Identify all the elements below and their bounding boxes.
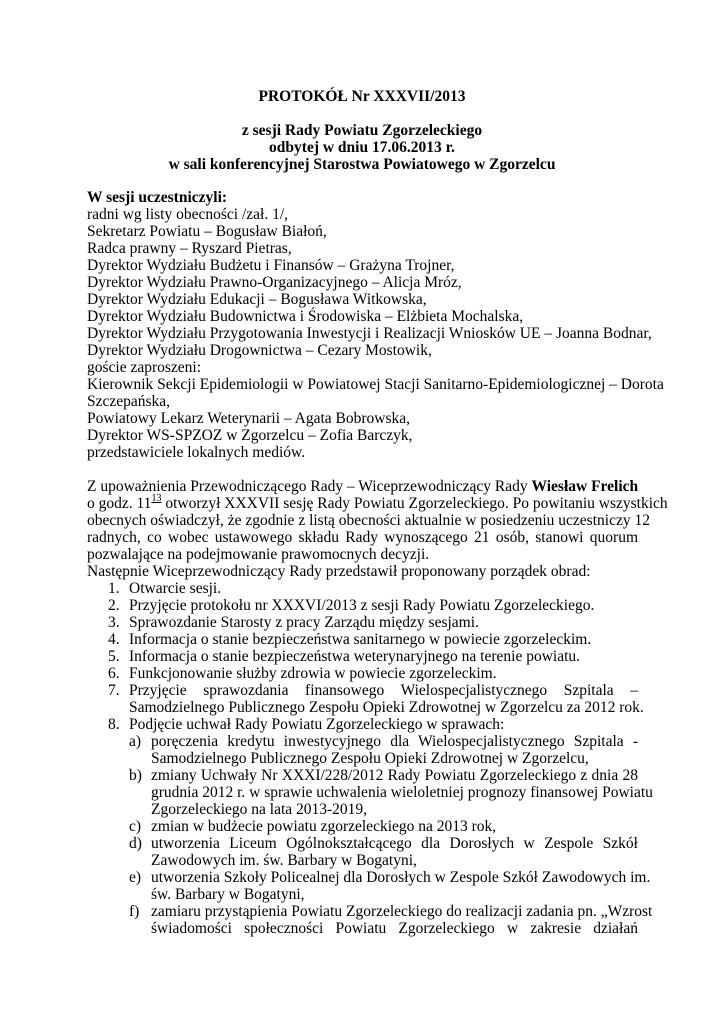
opening-paragraph-line: Następnie Wiceprzewodniczący Rady przedstawił proponowany porządek obrad: <box>87 563 591 580</box>
attendance-line: Dyrektor Wydziału Edukacji – Bogusława Witkowska, <box>87 291 427 308</box>
agenda-item: Informacja o stanie bezpieczeństwa sanitarnego w powiecie zgorzeleckim. <box>129 631 592 648</box>
opening-paragraph-line: pozwalające na podejmowanie prawomocnych decyzji. <box>87 546 430 563</box>
attendance-heading: W sesji uczestniczyli: <box>87 189 228 206</box>
attendance-line: Kierownik Sekcji Epidemiologii w Powiatowej Stacji Sanitarno-Epidemiologicznej – Dorota <box>87 376 664 393</box>
attendance-line: Powiatowy Lekarz Weterynarii – Agata Bobrowska, <box>87 410 411 427</box>
agenda-item: Podjęcie uchwał Rady Powiatu Zgorzeleckiego w sprawach: <box>129 716 505 733</box>
opening-text: o godz. 11 <box>87 495 152 512</box>
agenda-number: 6. <box>108 665 120 682</box>
attendance-line: radni wg listy obecności /zał. 1/, <box>87 206 289 223</box>
agenda-number: 4. <box>108 631 120 648</box>
attendance-line: Dyrektor Wydziału Prawno-Organizacyjnego – Alicja Mróz, <box>87 274 462 291</box>
opening-text: otworzył XXXVII sesję Rady Powiatu Zgorzeleckiego. Po powitaniu wszystkich <box>161 495 668 512</box>
agenda-item: Funkcjonowanie służby zdrowia w powiecie zgorzeleckim. <box>129 665 497 682</box>
agenda-subitem: świadomości społeczności Powiatu Zgorzeleckiego w zakresie działań <box>151 920 638 937</box>
agenda-subitem: zmian w budżecie powiatu zgorzeleckiego na 2013 rok, <box>151 818 497 835</box>
agenda-subitem: św. Barbary w Bogatyni, <box>151 886 305 903</box>
document-subtitle: w sali konferencyjnej Starostwa Powiatowego w Zgorzelcu <box>168 156 556 173</box>
document-title: PROTOKÓŁ Nr XXXVII/2013 <box>258 88 466 105</box>
attendance-line: Radca prawny – Ryszard Pietras, <box>87 240 292 257</box>
attendance-line: Dyrektor Wydziału Przygotowania Inwestycji i Realizacji Wniosków UE – Joanna Bodnar, <box>87 325 652 342</box>
attendance-line: Dyrektor Wydziału Budżetu i Finansów – Grażyna Trojner, <box>87 257 455 274</box>
agenda-subitem: utworzenia Liceum Ogólnokształcącego dla Dorosłych w Zespole Szkół <box>151 835 638 852</box>
document-subtitle: z sesji Rady Powiatu Zgorzeleckiego <box>241 122 483 139</box>
agenda-number: 7. <box>108 682 120 699</box>
agenda-number: 2. <box>108 597 120 614</box>
attendance-line: Dyrektor Wydziału Drogownictwa – Cezary Mostowik, <box>87 342 432 359</box>
agenda-subitem: zmiany Uchwały Nr XXXI/228/2012 Rady Powiatu Zgorzeleckiego z dnia 28 <box>151 767 638 784</box>
agenda-item: Informacja o stanie bezpieczeństwa weterynaryjnego na terenie powiatu. <box>129 648 581 665</box>
attendance-line: przedstawiciele lokalnych mediów. <box>87 444 306 461</box>
agenda-item: Otwarcie sesji. <box>129 580 222 597</box>
attendance-line: goście zaproszeni: <box>87 359 202 376</box>
agenda-subitem-letter: e) <box>129 869 142 886</box>
opening-paragraph-line <box>87 478 638 495</box>
document-subtitle: odbytej w dniu 17.06.2013 r. <box>269 139 455 156</box>
agenda-number: 8. <box>108 716 120 733</box>
agenda-subitem-letter: d) <box>129 835 142 852</box>
attendance-line: Sekretarz Powiatu – Bogusław Białoń, <box>87 223 327 240</box>
agenda-number: 5. <box>108 648 120 665</box>
agenda-subitem: zamiaru przystąpienia Powiatu Zgorzeleckiego do realizacji zadania pn. „Wzrost <box>151 903 653 920</box>
agenda-subitem-letter: a) <box>129 733 142 750</box>
opening-paragraph-line: obecnych oświadczył, że zgodnie z listą obecności aktualnie w posiedzeniu uczestniczy 12 <box>87 512 650 529</box>
attendance-line: Dyrektor WS-SPZOZ w Zgorzelcu – Zofia Barczyk, <box>87 427 413 444</box>
chairman-name: Wiesław Frelich <box>531 478 639 495</box>
agenda-number: 1. <box>108 580 120 597</box>
opening-paragraph-line: radnych, co wobec ustawowego składu Rady wynoszącego 21 osób, stanowi quorum <box>87 529 638 546</box>
agenda-subitem: utworzenia Szkoły Policealnej dla Dorosłych w Zespole Szkół Zawodowych im. <box>151 869 651 886</box>
agenda-subitem: Zawodowych im. św. Barbary w Bogatyni, <box>151 852 417 869</box>
agenda-number: 3. <box>108 614 120 631</box>
attendance-line: Dyrektor Wydziału Budownictwa i Środowiska – Elżbieta Mochalska, <box>87 308 524 325</box>
agenda-subitem: Samodzielnego Publicznego Zespołu Opieki Zdrowotnej w Zgorzelcu, <box>151 750 589 767</box>
agenda-subitem-letter: f) <box>129 903 140 920</box>
time-minutes: 13 <box>151 493 162 504</box>
opening-paragraph-line <box>87 493 668 512</box>
agenda-subitem-letter: b) <box>129 767 142 784</box>
agenda-item: Przyjęcie sprawozdania finansowego Wielospecjalistycznego Szpitala – <box>129 682 638 699</box>
agenda-subitem: Zgorzeleckiego na lata 2013-2019, <box>151 801 368 818</box>
opening-text: Z upoważnienia Przewodniczącego Rady – Wiceprzewodniczący Rady <box>87 478 528 495</box>
agenda-subitem-letter: c) <box>129 818 142 835</box>
agenda-item: Samodzielnego Publicznego Zespołu Opieki Zdrowotnej w Zgorzelcu za 2012 rok. <box>129 699 644 716</box>
agenda-subitem: poręczenia kredytu inwestycyjnego dla Wielospecjalistycznego Szpitala - <box>151 733 638 750</box>
attendance-line: Szczepańska, <box>87 393 171 410</box>
agenda-item: Sprawozdanie Starosty z pracy Zarządu między sesjami. <box>129 614 479 631</box>
agenda-item: Przyjęcie protokołu nr XXXVI/2013 z sesji Rady Powiatu Zgorzeleckiego. <box>129 597 595 614</box>
agenda-subitem: grudnia 2012 r. w sprawie uchwalenia wieloletniej prognozy finansowej Powiatu <box>151 784 653 801</box>
